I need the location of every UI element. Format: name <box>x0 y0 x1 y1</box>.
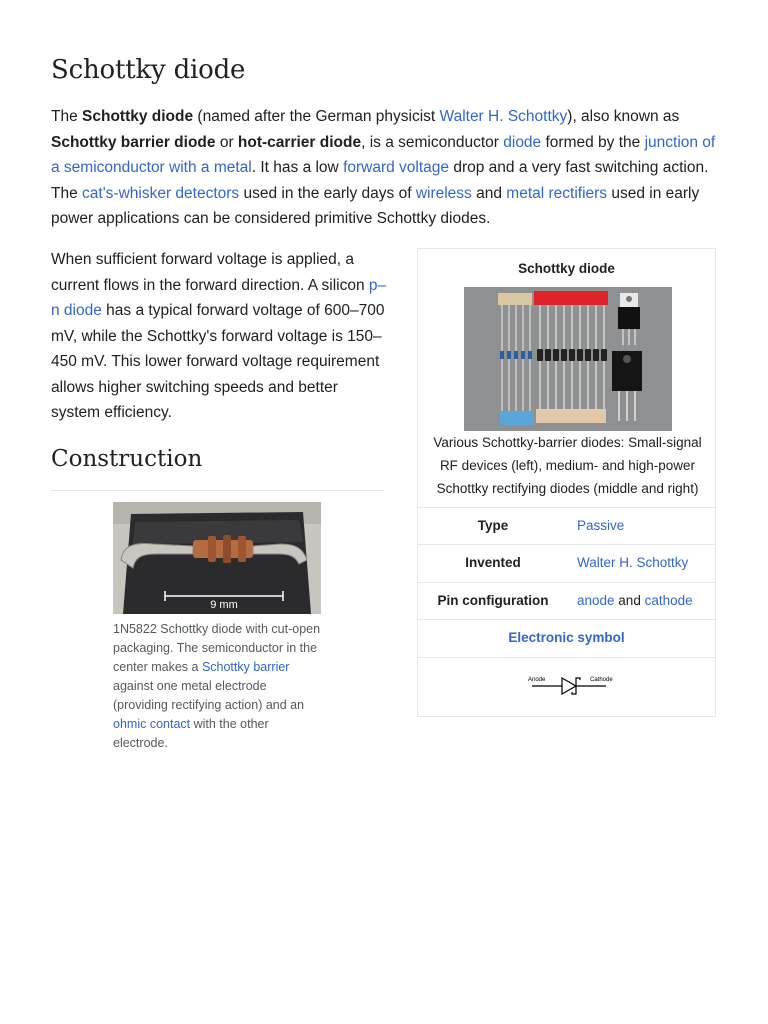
heading-divider <box>51 490 384 491</box>
infobox-label: Type <box>477 518 509 533</box>
forward-voltage-paragraph: When sufficient forward voltage is applied, a current flows in the forward direction. A silicon p–n diode has a typical forward voltage of 600–700 mV, while the Schottky's forward voltage is 150–450 mV. This lower forward voltage requirement allows higher switching speeds and better system efficiency. <box>51 251 387 421</box>
link-passive[interactable]: Passive <box>577 518 625 533</box>
section-heading-construction: Construction <box>51 446 203 472</box>
link-inventor[interactable]: Walter H. Schottky <box>577 555 689 570</box>
infobox-section-header[interactable]: Electronic symbol <box>508 630 625 645</box>
link-anode[interactable]: anode <box>577 593 615 608</box>
link-metal-rectifiers[interactable]: metal rectifiers <box>506 184 608 202</box>
page-title: Schottky diode <box>51 55 246 85</box>
symbol-cathode-label: Cathode <box>590 677 613 683</box>
infobox-value: anode and cathode <box>577 593 693 608</box>
link-pn-diode[interactable]: p–n diode <box>51 276 387 319</box>
infobox <box>417 248 716 717</box>
link-schottky-barrier[interactable]: Schottky barrier <box>201 660 290 674</box>
figure-caption: 1N5822 Schottky diode with cut-open packaging. The semiconductor in the center makes a Schottky barrier against one metal electrode (providing rectifying action) and an ohmic contact with the other electrode. <box>113 622 321 750</box>
infobox-row-invented <box>418 544 715 581</box>
schottky-diodes-photo[interactable] <box>464 287 672 431</box>
link-cats-whisker[interactable]: cat's-whisker detectors <box>82 184 240 202</box>
infobox-caption: Various Schottky-barrier diodes: Small-signal RF devices (left), medium- and high-power Schottky rectifying diodes (middle and right) <box>433 435 702 496</box>
schottky-diode-symbol-icon <box>526 672 616 700</box>
link-diode[interactable]: diode <box>503 133 542 151</box>
infobox-divider <box>418 657 715 658</box>
link-walter-schottky[interactable]: Walter H. Schottky <box>439 108 568 125</box>
infobox-title: Schottky diode <box>518 261 615 276</box>
schottky-diodes-illustration <box>464 287 672 431</box>
infobox-row-pin-configuration <box>418 582 715 619</box>
scale-bar-label: 9 mm <box>210 599 238 611</box>
bold-term: Schottky barrier diode <box>51 133 216 151</box>
infobox-row-electronic-symbol <box>418 619 715 656</box>
link-metal-semiconductor-junction[interactable]: junction of a semiconductor with a metal <box>51 133 716 176</box>
link-forward-voltage[interactable]: forward voltage <box>343 159 450 176</box>
infobox-label: Pin configuration <box>437 593 549 608</box>
infobox-row-type <box>418 507 715 544</box>
link-ohmic-contact[interactable]: ohmic contact <box>113 717 191 731</box>
symbol-anode-label: Anode <box>528 677 546 683</box>
cut-open-diode-photo[interactable] <box>113 502 321 614</box>
infobox-label: Invented <box>465 555 521 570</box>
cut-open-diode-illustration <box>113 502 321 614</box>
intro-paragraph: The Schottky diode (named after the German physicist Walter H. Schottky), also known as Schottky barrier diode or hot-carrier diode, is a semiconductor diode formed by the junction of a semiconductor with a metal. It has a low forward voltage drop and a very fast switching action. The cat's-whisker detectors used in the early days of wireless and metal rectifiers used in early power applications can be considered primitive Schottky diodes. <box>51 108 716 227</box>
link-cathode[interactable]: cathode <box>644 593 693 608</box>
construction-figure <box>113 502 321 753</box>
link-wireless[interactable]: wireless <box>415 184 472 202</box>
bold-term: Schottky diode <box>82 108 194 125</box>
bold-term: hot-carrier diode <box>237 133 362 151</box>
